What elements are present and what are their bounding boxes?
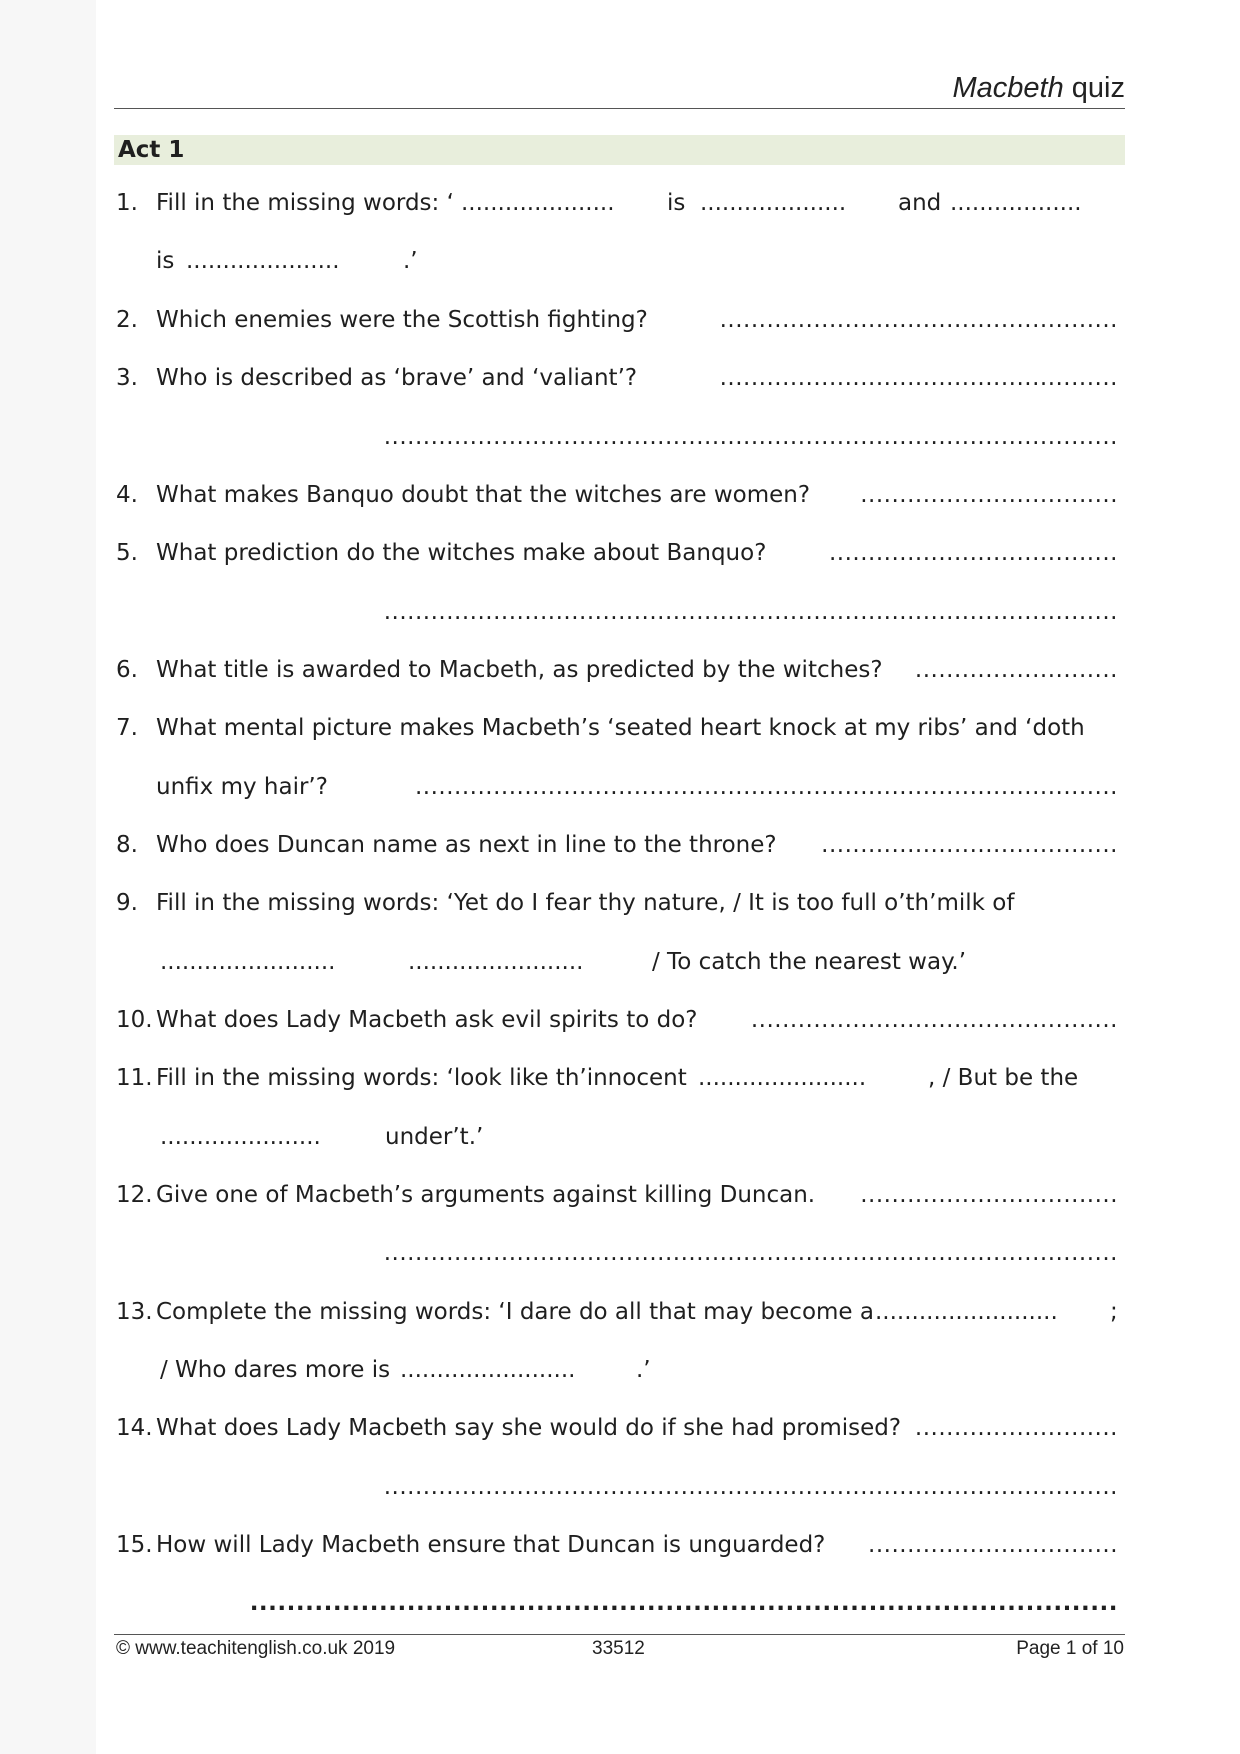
- closing-text: .’: [636, 1357, 651, 1383]
- answer-blank[interactable]: .....................: [186, 248, 340, 274]
- answer-blank[interactable]: ........................: [400, 1357, 576, 1383]
- question-text: Fill in the missing words: ‘Yet do I fear thy nature, / It is too full o’th’milk of: [156, 890, 1015, 916]
- question-number: 2.: [116, 307, 138, 333]
- answer-blank[interactable]: ......................: [160, 1124, 321, 1150]
- question-number: 4.: [116, 482, 138, 508]
- answer-blank[interactable]: .................................: [860, 1182, 1118, 1208]
- answer-blank[interactable]: ...............................................: [750, 1007, 1118, 1033]
- question-number: 5.: [116, 540, 138, 566]
- connector-text: is: [156, 248, 175, 274]
- page-title: [953, 72, 1126, 105]
- answer-blank[interactable]: ........................: [160, 949, 336, 975]
- question-14: [0, 1408, 1240, 1448]
- question-text: What title is awarded to Macbeth, as predicted by the witches?: [156, 657, 883, 683]
- question-number: 8.: [116, 832, 138, 858]
- question-6: [0, 650, 1240, 690]
- question-text: Fill in the missing words: ‘look like th’innocent: [156, 1065, 687, 1091]
- header-divider: [114, 108, 1125, 109]
- question-13: [0, 1292, 1240, 1332]
- question-text: unfix my hair’?: [156, 774, 328, 800]
- question-number: 14.: [116, 1415, 153, 1441]
- question-12: [0, 1175, 1240, 1215]
- question-13-continued: [0, 1350, 1240, 1390]
- question-number: 10.: [116, 1007, 153, 1033]
- question-8: [0, 825, 1240, 865]
- question-text: Complete the missing words: ‘I dare do all that may become a: [156, 1299, 874, 1325]
- question-number: 3.: [116, 365, 138, 391]
- question-9-continued: [0, 942, 1240, 982]
- question-text: What does Lady Macbeth ask evil spirits to do?: [156, 1007, 698, 1033]
- answer-blank[interactable]: .....................................: [828, 540, 1118, 566]
- answer-blank[interactable]: ......................................: [821, 832, 1118, 858]
- footer-copyright: © www.teachitenglish.co.uk 2019: [116, 1638, 396, 1659]
- answer-line: [0, 1583, 1240, 1623]
- question-text: What mental picture makes Macbeth’s ‘seated heart knock at my ribs’ and ‘doth: [156, 715, 1085, 741]
- question-9: [0, 883, 1240, 923]
- question-number: 15.: [116, 1532, 153, 1558]
- question-number: 6.: [116, 657, 138, 683]
- answer-blank[interactable]: ...................................................: [719, 365, 1118, 391]
- answer-line: [0, 417, 1240, 457]
- question-text: Which enemies were the Scottish fighting?: [156, 307, 648, 333]
- connector-text: ;: [1110, 1299, 1118, 1325]
- question-text: What prediction do the witches make about Banquo?: [156, 540, 767, 566]
- question-5: [0, 533, 1240, 573]
- answer-blank[interactable]: ..........................................................................................: [415, 774, 1118, 800]
- question-2: [0, 300, 1240, 340]
- question-text: Fill in the missing words: ‘: [156, 190, 454, 216]
- answer-blank[interactable]: ..........................: [914, 657, 1118, 683]
- answer-blank[interactable]: ...................................................: [719, 307, 1118, 333]
- closing-text: .’: [403, 248, 418, 274]
- question-number: 13.: [116, 1299, 153, 1325]
- question-text: Who does Duncan name as next in line to the throne?: [156, 832, 777, 858]
- section-band: [114, 135, 1125, 165]
- answer-blank[interactable]: ........................: [408, 949, 584, 975]
- answer-blank[interactable]: ..............................................................................................: [383, 599, 1118, 625]
- question-1-continued: [0, 241, 1240, 281]
- answer-blank[interactable]: ..............................................................................................: [383, 1474, 1118, 1500]
- question-number: 11.: [116, 1065, 153, 1091]
- question-text: What makes Banquo doubt that the witches are women?: [156, 482, 811, 508]
- closing-text: under’t.’: [385, 1124, 484, 1150]
- title-rest: quiz: [1063, 72, 1125, 104]
- title-italic: Macbeth: [952, 72, 1064, 104]
- footer-divider: [114, 1634, 1125, 1635]
- footer-code: 33512: [592, 1638, 645, 1659]
- answer-blank[interactable]: .........................: [875, 1299, 1058, 1325]
- question-text: Give one of Macbeth’s arguments against killing Duncan.: [156, 1182, 816, 1208]
- question-text: / Who dares more is: [160, 1357, 391, 1383]
- answer-blank[interactable]: ..................: [950, 190, 1082, 216]
- question-number: 1.: [116, 190, 138, 216]
- connector-text: , / But be the: [928, 1065, 1079, 1091]
- answer-line: [0, 592, 1240, 632]
- answer-line: [0, 1233, 1240, 1273]
- question-text: Who is described as ‘brave’ and ‘valiant’?: [156, 365, 638, 391]
- question-number: 9.: [116, 890, 138, 916]
- footer-page-number: Page 1 of 10: [1016, 1638, 1124, 1659]
- answer-blank[interactable]: ................................: [868, 1532, 1118, 1558]
- answer-blank[interactable]: .................................: [860, 482, 1118, 508]
- answer-blank[interactable]: ..........................: [914, 1415, 1118, 1441]
- answer-blank[interactable]: ....................: [700, 190, 847, 216]
- question-11: [0, 1058, 1240, 1098]
- question-15: [0, 1525, 1240, 1565]
- answer-blank[interactable]: ..............................................................................................: [383, 424, 1118, 450]
- answer-blank[interactable]: ..............................................................................................: [249, 1590, 1118, 1616]
- connector-text: is: [667, 190, 686, 216]
- question-number: 7.: [116, 715, 138, 741]
- question-text: What does Lady Macbeth say she would do if she had promised?: [156, 1415, 902, 1441]
- question-number: 12.: [116, 1182, 153, 1208]
- question-7: [0, 708, 1240, 748]
- answer-blank[interactable]: .......................: [698, 1065, 867, 1091]
- answer-blank[interactable]: ..............................................................................................: [383, 1240, 1118, 1266]
- question-7-continued: [0, 767, 1240, 807]
- closing-text: / To catch the nearest way.’: [652, 949, 967, 975]
- question-3: [0, 358, 1240, 398]
- answer-blank[interactable]: .....................: [461, 190, 615, 216]
- answer-line: [0, 1467, 1240, 1507]
- question-1: [0, 183, 1240, 223]
- question-text: How will Lady Macbeth ensure that Duncan is unguarded?: [156, 1532, 826, 1558]
- section-title: Act 1: [118, 137, 185, 163]
- question-11-continued: [0, 1117, 1240, 1157]
- question-10: [0, 1000, 1240, 1040]
- connector-text: and: [898, 190, 942, 216]
- question-4: [0, 475, 1240, 515]
